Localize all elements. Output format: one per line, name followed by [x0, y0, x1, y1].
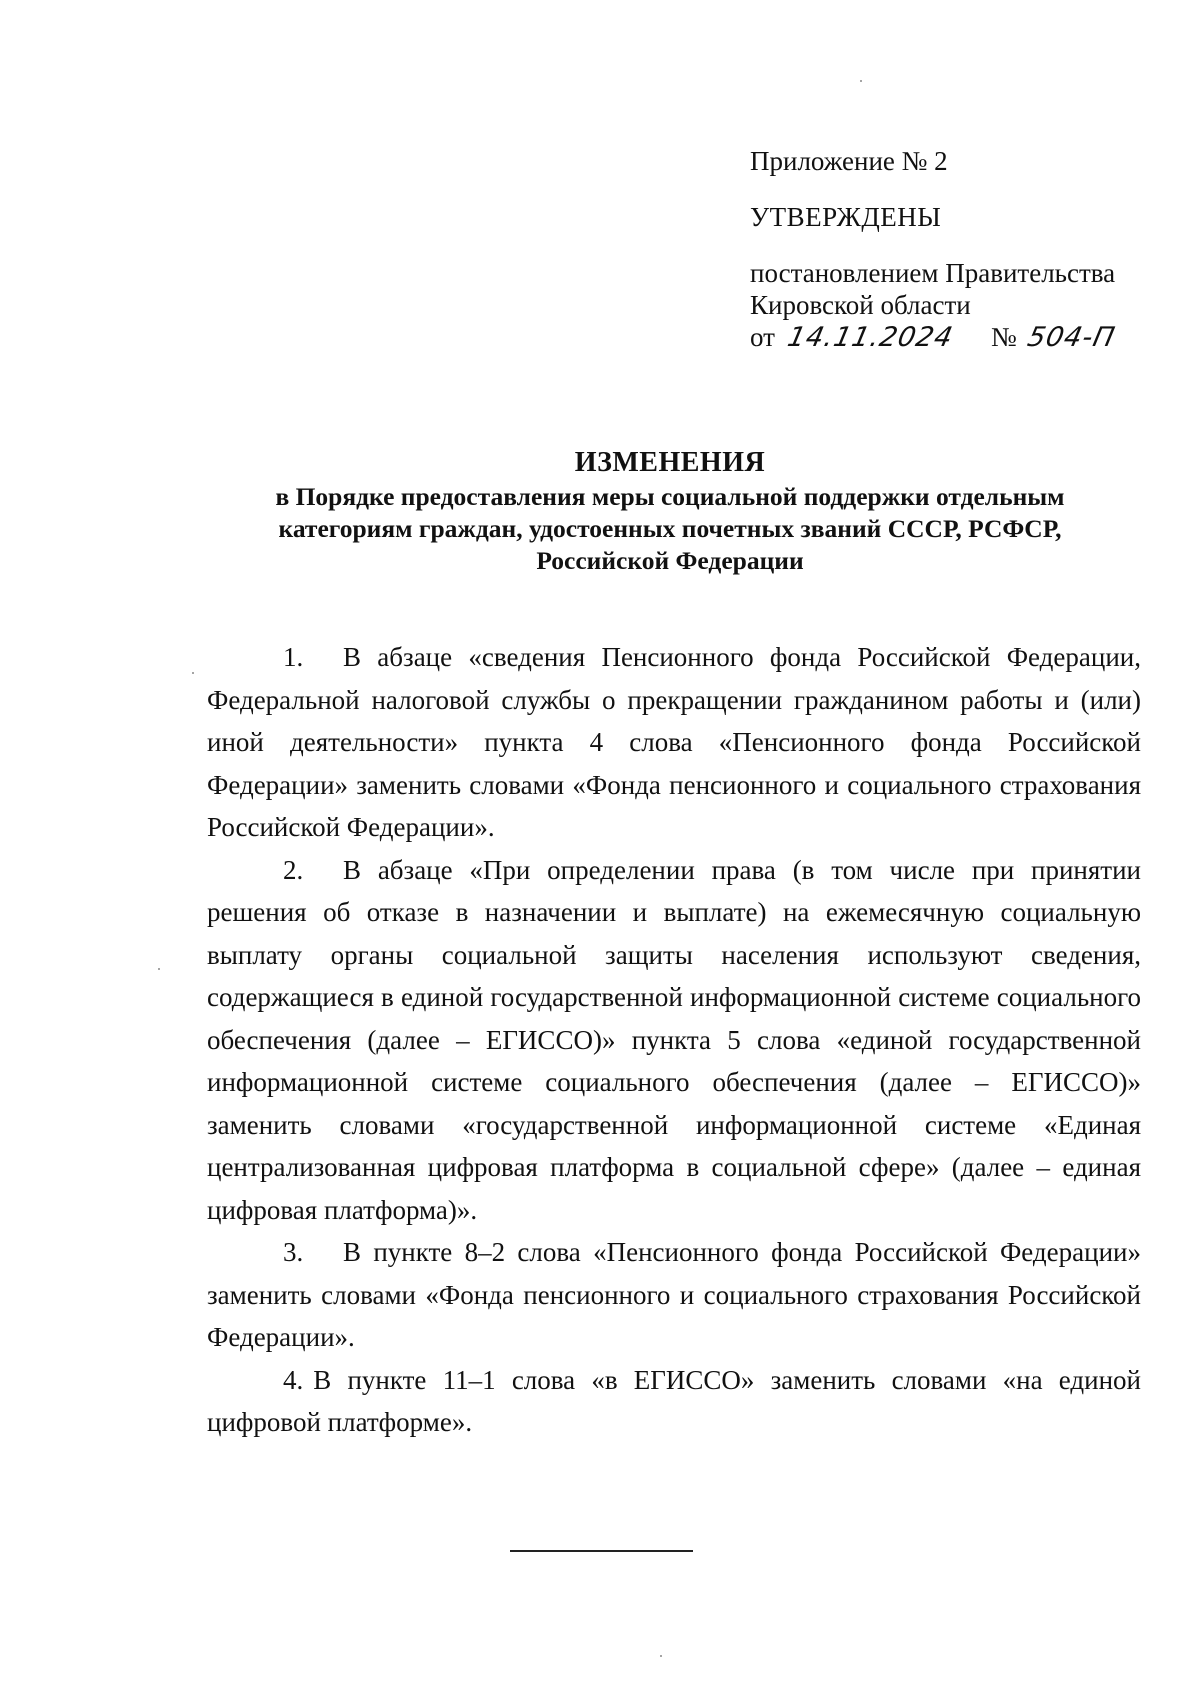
list-item	[207, 1231, 1141, 1359]
document-title: ИЗМЕНЕНИЯ	[574, 447, 766, 478]
item-text: В пункте 11–1 слова «в ЕГИССО» заменить словами «на единой цифровой платформе».	[207, 1364, 1141, 1437]
item-number: 4.	[283, 1364, 304, 1395]
scan-speck	[192, 672, 194, 674]
number-prefix: №	[991, 322, 1017, 352]
list-item	[207, 636, 1141, 849]
document-title-block	[160, 445, 1180, 577]
scan-speck	[158, 968, 160, 970]
scan-speck	[860, 80, 862, 82]
item-number: 3.	[283, 1237, 304, 1267]
item-text: В пункте 8–2 слова «Пенсионного фонда Российской Федерации» заменить словами «Фонда пенсионного и социального страхования Российской Федерации».	[207, 1237, 1141, 1352]
document-subtitle-line-2: категориям граждан, удостоенных почетных званий СССР, РСФСР,	[278, 514, 1062, 543]
item-number: 2.	[283, 854, 304, 885]
approved-label: УТВЕРЖДЕНЫ	[750, 202, 942, 232]
document-subtitle-line-1: в Порядке предоставления меры социальной поддержки отдельным	[275, 482, 1065, 511]
date-prefix: от	[750, 322, 775, 352]
list-item	[207, 849, 1141, 1232]
document-body	[207, 636, 1141, 1444]
item-text: В абзаце «сведения Пенсионного фонда Российской Федерации, Федеральной налоговой службы о прекращении гражданином работы и (или) иной деятельности» пункта 4 слова «Пенсионного фонда Российской Федерации» заменить словами «Фонда пенсионного и социального страхования Российской Федерации».	[207, 642, 1141, 842]
list-item	[207, 1359, 1141, 1444]
item-text: В абзаце «При определении права (в том числе при принятии решения об отказе в назначении и выплате) на ежемесячную социальную выплату органы социальной защиты населения используют сведения, содержащиеся в единой государственной информационной системе социального обеспечения (далее – ЕГИССО)» пункта 5 слова «единой государственной информационной системе социального обеспечения (далее – ЕГИССО)» заменить словами «государственной информационной системе «Единая централизованная цифровая платформа в социальной сфере» (далее – единая цифровая платформа)».	[207, 854, 1141, 1225]
handwritten-number: 504-П	[1024, 322, 1118, 353]
resolution-line-1: постановлением Правительства	[750, 258, 1116, 288]
resolution-line-2: Кировской области	[750, 290, 971, 320]
scan-speck	[660, 1655, 662, 1657]
end-of-document-rule	[510, 1550, 693, 1552]
document-subtitle-line-3: Российской Федерации	[536, 546, 804, 575]
annex-number: Приложение № 2	[750, 146, 948, 176]
resolution-date-number	[750, 321, 1170, 354]
approval-block	[750, 145, 1170, 354]
item-number: 1.	[283, 642, 304, 672]
handwritten-date: 14.11.2024	[784, 322, 956, 353]
